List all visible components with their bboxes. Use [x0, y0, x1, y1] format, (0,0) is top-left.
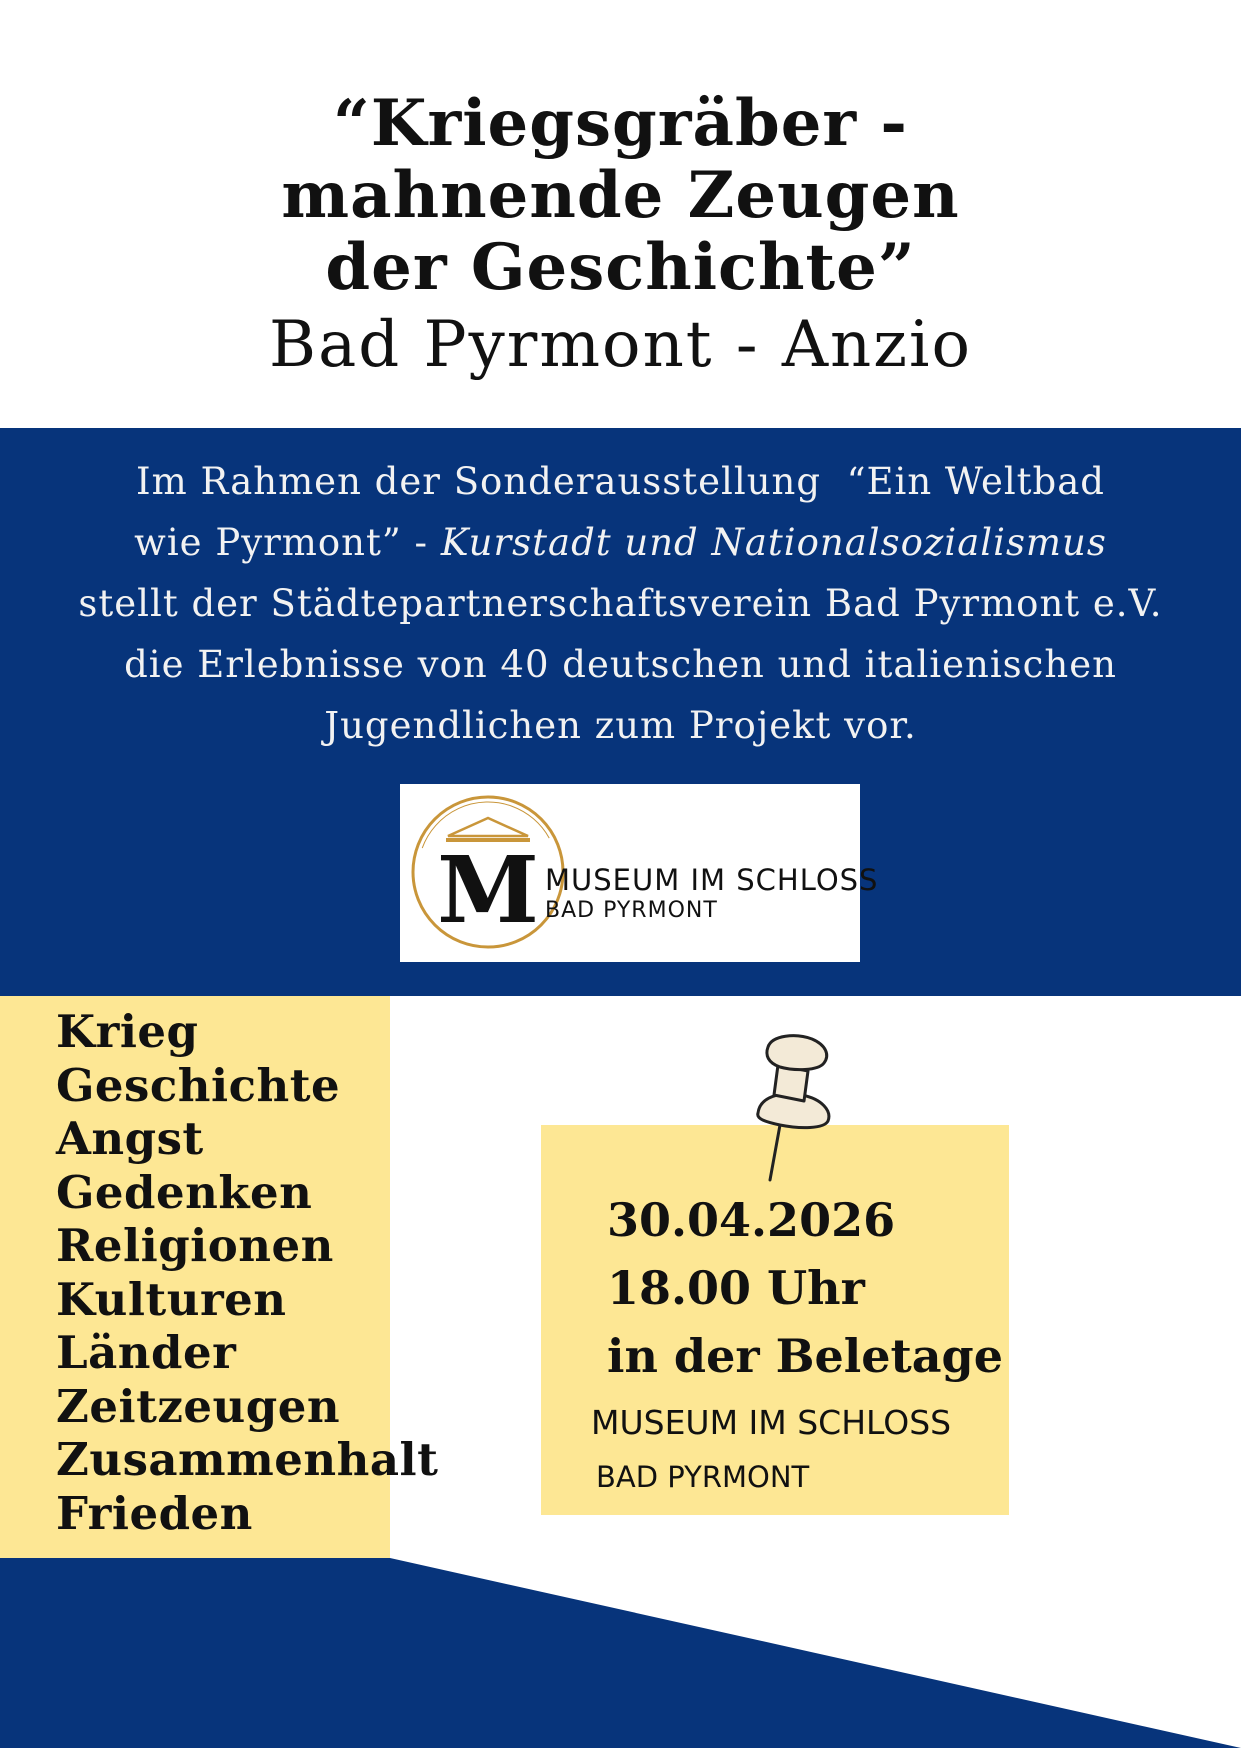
intro-line-1: Im Rahmen der Sonderausstellung “Ein Weltbad [136, 460, 1105, 503]
keyword-item: Angst [56, 1112, 204, 1165]
poster-title [0, 88, 1241, 386]
keyword-item: Frieden [56, 1486, 253, 1540]
keyword-item: Krieg [56, 1005, 199, 1058]
keyword-item: Zeitzeugen [56, 1379, 341, 1433]
title-line-2: mahnende Zeugen [281, 158, 960, 233]
event-date: 30.04.2026 [607, 1193, 896, 1247]
title-line-3: der Geschichte” [325, 230, 916, 305]
keyword-item: Religionen [56, 1219, 334, 1272]
bottom-navy-shape [0, 1558, 1241, 1748]
event-time: 18.00 Uhr [607, 1261, 865, 1315]
logo-line-2: BAD PYRMONT [545, 898, 718, 923]
keyword-item: Zusammenhalt [56, 1433, 439, 1486]
intro-line-4: die Erlebnisse von 40 deutschen und italienischen [124, 643, 1117, 686]
intro-line-5: Jugendlichen zum Projekt vor. [324, 704, 917, 747]
logo-line-1: MUSEUM IM SCHLOSS [545, 863, 879, 897]
event-museum-line-2: BAD PYRMONT [596, 1460, 810, 1494]
keyword-item: Geschichte [56, 1058, 341, 1112]
intro-text [60, 451, 1181, 756]
intro-line-3: stellt der Städtepartnerschaftsverein Bad Pyrmont e.V. [78, 582, 1163, 625]
intro-line-2-plain: wie Pyrmont” - [134, 521, 441, 564]
keywords-panel [0, 996, 439, 1560]
title-line-1: “Kriegsgräber - [333, 86, 908, 161]
logo-letter: M [437, 836, 539, 944]
intro-line-2-italic: Kurstadt und Nationalsozialismus [440, 521, 1107, 564]
intro-line-2 [60, 512, 1181, 573]
keyword-item: Gedenken [56, 1165, 313, 1219]
event-place: in der Beletage [607, 1329, 1003, 1383]
keyword-item: Kulturen [56, 1272, 287, 1326]
keyword-item: Länder [56, 1326, 237, 1379]
pushpin-icon [740, 1025, 840, 1195]
keyword-list [56, 1005, 438, 1540]
museum-logo [400, 784, 879, 962]
event-museum-line-1: MUSEUM IM SCHLOSS [591, 1403, 952, 1442]
title-subtitle: Bad Pyrmont - Anzio [269, 308, 972, 382]
